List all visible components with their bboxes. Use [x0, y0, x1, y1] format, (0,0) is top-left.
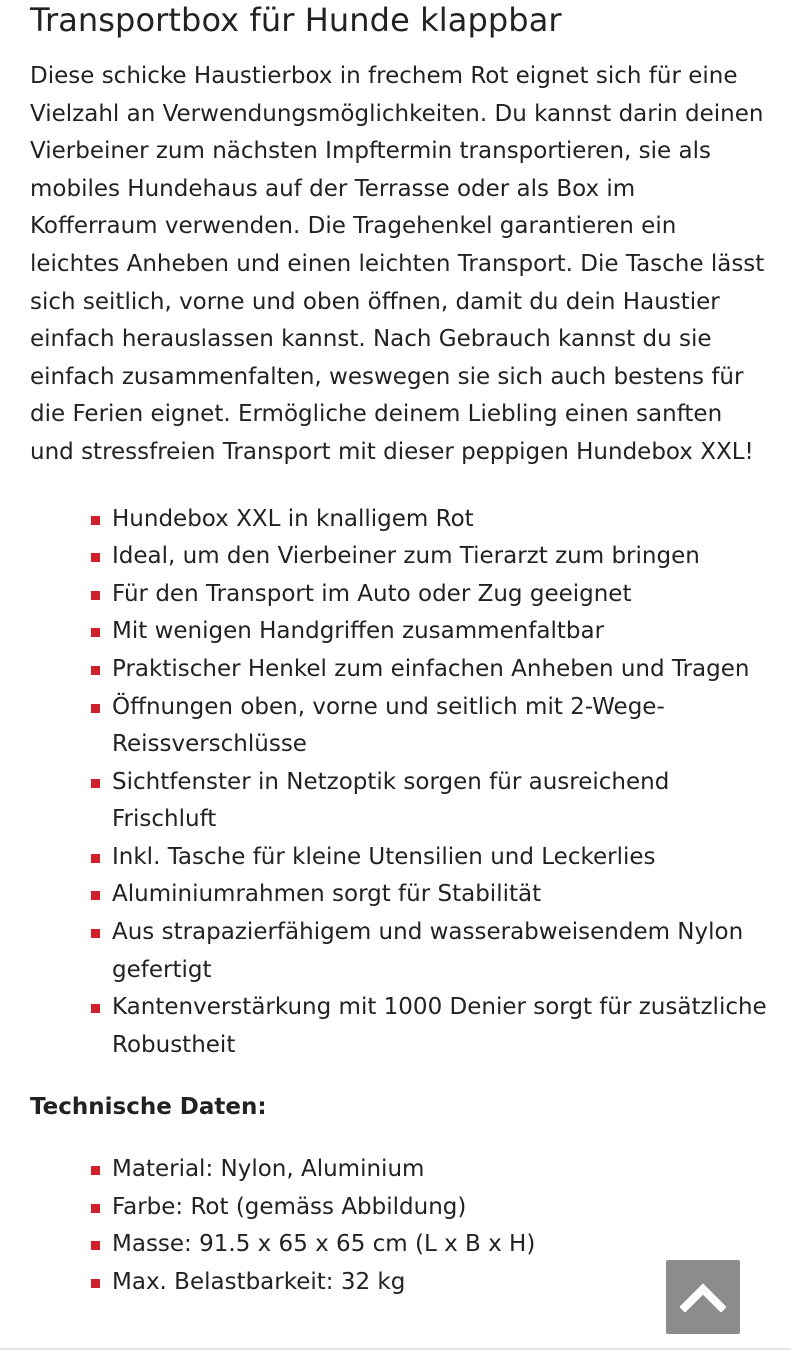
spec-text: Masse: 91.5 x 65 x 65 cm (L x B x H) [112, 1231, 536, 1258]
bullet-icon [91, 929, 100, 938]
bullet-icon [91, 666, 100, 675]
bullet-icon [91, 1241, 100, 1250]
bullet-icon [91, 1204, 100, 1213]
bullet-icon [91, 628, 100, 637]
feature-text: Für den Transport im Auto oder Zug geeignet [112, 580, 632, 607]
feature-text: Praktischer Henkel zum einfachen Anheben und Tragen [112, 655, 750, 682]
list-item [112, 538, 770, 576]
product-description [30, 0, 770, 1301]
page-title: Transportbox für Hunde klappbar [30, 1, 562, 39]
feature-text: Hundebox XXL in knalligem Rot [112, 505, 474, 532]
feature-text: Aluminiumrahmen sorgt für Stabilität [112, 881, 542, 908]
spec-text: Material: Nylon, Aluminium [112, 1156, 425, 1183]
list-item [112, 1226, 770, 1264]
feature-text: Inkl. Tasche für kleine Utensilien und Leckerlies [112, 843, 656, 870]
bullet-icon [91, 591, 100, 600]
list-item [112, 651, 770, 689]
list-item [112, 989, 770, 1064]
spec-text: Max. Belastbarkeit: 32 kg [112, 1268, 406, 1295]
specs-heading: Technische Daten: [30, 1094, 267, 1121]
scroll-to-top-button[interactable] [666, 1260, 740, 1334]
feature-list [30, 501, 770, 1065]
bullet-icon [91, 779, 100, 788]
feature-text: Mit wenigen Handgriffen zusammenfaltbar [112, 618, 605, 645]
feature-text: Sichtfenster in Netzoptik sorgen für ausreichend Frischluft [112, 768, 670, 833]
specs-list [30, 1151, 770, 1301]
list-item [112, 839, 770, 877]
bullet-icon [91, 854, 100, 863]
bullet-icon [91, 891, 100, 900]
bullet-icon [91, 553, 100, 562]
spec-text: Farbe: Rot (gemäss Abbildung) [112, 1193, 467, 1220]
feature-text: Kantenverstärkung mit 1000 Denier sorgt für zusätzliche Robustheit [112, 994, 767, 1058]
feature-text: Ideal, um den Vierbeiner zum Tierarzt zum bringen [112, 543, 700, 570]
bullet-icon [91, 1279, 100, 1288]
list-item [112, 876, 770, 914]
list-item [112, 689, 770, 764]
list-item [112, 1151, 770, 1189]
intro-paragraph: Diese schicke Haustierbox in frechem Rot eignet sich für eine Vielzahl an Verwendungsmöglichkeiten. Du kannst darin deinen Vierbeiner zum nächsten Impftermin transportieren, sie als mobiles Hundehaus auf der Terrasse oder als Box im Kofferraum verwenden. Die Tragehenkel garantieren ein leichtes Anheben und einen leichten Transport. Die Tasche lässt sich seitlich, vorne und oben öffnen, damit du dein Haustier einfach herauslassen kannst. Nach Gebrauch kannst du sie einfach zusammenfalten, weswegen sie sich auch bestens für die Ferien eignet. Ermögliche deinem Liebling einen sanften und stressfreien Transport mit dieser peppigen Hundebox XXL! [30, 63, 765, 465]
list-item [112, 576, 770, 614]
feature-text: Aus strapazierfähigem und wasserabweisendem Nylon gefertigt [112, 919, 744, 983]
bullet-icon [91, 1004, 100, 1013]
bullet-icon [91, 1166, 100, 1175]
list-item [112, 914, 770, 989]
feature-text: Öffnungen oben, vorne und seitlich mit 2-Wege-Reissverschlüsse [112, 693, 665, 758]
bullet-icon [91, 516, 100, 525]
list-item [112, 613, 770, 651]
list-item [112, 501, 770, 539]
list-item [112, 764, 770, 839]
chevron-up-icon [680, 1282, 726, 1312]
bullet-icon [91, 704, 100, 713]
list-item [112, 1189, 770, 1227]
